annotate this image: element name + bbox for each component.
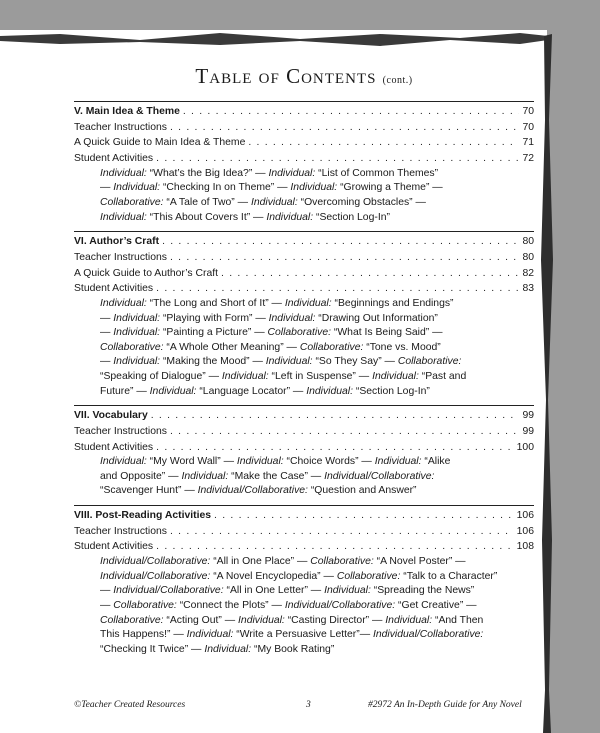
dot-leader — [170, 250, 519, 266]
activity-text: — — [100, 182, 114, 194]
dot-leader — [170, 120, 519, 136]
toc-entry-row — [74, 539, 534, 555]
activity-type: Individual: — [238, 614, 285, 626]
activity-text: “Talk to a Character” — [400, 570, 498, 582]
section-heading: VII. Vocabulary — [74, 410, 148, 422]
toc-section — [74, 505, 534, 657]
activity-type: Individual: — [186, 629, 234, 641]
entry-label: A Quick Guide to Main Idea & Theme — [74, 137, 246, 149]
activity-type: Individual: — [113, 356, 161, 368]
toc-entry-row — [74, 524, 534, 540]
activity-text: “Casting Director” — — [284, 614, 386, 626]
activity-text: and Opposite” — — [100, 470, 182, 482]
sections-container — [74, 101, 534, 657]
activity-text: “Left in Suspense” — — [268, 370, 373, 382]
entry-label: Teacher Instructions — [74, 251, 167, 263]
activity-text: “Make the Case” — — [228, 470, 325, 482]
page-number: 99 — [522, 410, 534, 422]
activity-text: — — [100, 312, 114, 324]
activity-text: “Write a Persuasive Letter”— — [233, 629, 373, 641]
entry-label: A Quick Guide to Author’s Craft — [74, 267, 219, 279]
activity-type: Individual: — [265, 356, 313, 368]
title-cont: (cont.) — [382, 75, 413, 86]
activity-text: “My Word Wall” — — [146, 456, 237, 468]
activity-type: Individual: — [266, 211, 314, 223]
toc-entry-row — [74, 424, 534, 440]
toc-section — [74, 231, 534, 399]
dot-leader — [156, 539, 514, 555]
activity-type: Collaborative: — [113, 599, 177, 611]
page-number: 80 — [522, 236, 534, 248]
dot-leader — [156, 440, 514, 456]
section-heading-row — [74, 104, 534, 120]
page-number: 82 — [522, 267, 534, 279]
activity-text: “So They Say” — — [312, 356, 398, 368]
section-heading: V. Main Idea & Theme — [74, 106, 180, 117]
entry-label: Teacher Instructions — [74, 525, 167, 537]
page-number: 70 — [522, 106, 534, 117]
activity-text: “Painting a Picture” — — [160, 327, 268, 339]
activity-type: Individual: — [374, 456, 422, 468]
activity-type: Individual: — [100, 298, 147, 309]
dot-leader — [170, 524, 514, 540]
entry-label: Teacher Instructions — [74, 425, 167, 437]
activity-type: Collaborative: — [397, 356, 462, 368]
activity-text: “Get Creative” — — [395, 599, 477, 611]
page-number: 80 — [522, 251, 534, 263]
toc-section — [74, 405, 534, 499]
activity-text: “And Then — [432, 614, 484, 626]
page-number: 100 — [516, 441, 534, 453]
activity-type: Individual: — [324, 585, 371, 597]
activity-text: — — [100, 327, 114, 339]
activity-text: “Section Log-In” — [353, 385, 430, 397]
activity-type: Collaborative: — [267, 327, 332, 339]
activity-type: Individual: — [113, 312, 161, 324]
activity-text: “A Tale of Two” — — [163, 197, 251, 208]
activity-type: Individual: — [204, 643, 252, 655]
activity-text: “Checking It Twice” — — [100, 643, 205, 655]
table-of-contents — [74, 64, 534, 663]
activity-text: “My Book Rating” — [251, 643, 335, 655]
page-number: 72 — [522, 153, 534, 165]
entry-label: Student Activities — [74, 441, 154, 453]
page-title — [74, 64, 534, 89]
activity-text: “Tone vs. Mood” — [363, 341, 441, 353]
entry-label: Teacher Instructions — [74, 121, 167, 133]
toc-section — [74, 101, 534, 225]
toc-entry-row — [74, 266, 534, 282]
activity-type: Individual: — [236, 456, 284, 468]
entry-label: Student Activities — [74, 541, 154, 553]
toc-entry-row — [74, 120, 534, 136]
activity-text: “A Novel Poster” — — [373, 556, 466, 568]
activity-type: Individual: — [113, 327, 161, 339]
activity-list — [74, 167, 534, 225]
activity-text: “Checking In on Theme” — — [160, 182, 291, 194]
activity-type: Individual/Collaborative: — [372, 629, 484, 641]
activity-text: “Making the Mood” — — [160, 356, 266, 368]
toc-entry-row — [74, 151, 534, 167]
activity-text: “List of Common Themes” — [315, 167, 439, 179]
activity-type: Individual/Collaborative: — [100, 556, 211, 568]
section-heading-row — [74, 408, 534, 424]
activity-text: “Beginnings and Endings” — [331, 298, 454, 309]
activity-text: “Past and — [418, 370, 467, 382]
toc-entry-row — [74, 250, 534, 266]
activity-type: Individual: — [372, 370, 419, 382]
activity-text: “Spreading the News” — [370, 585, 475, 597]
activity-type: Individual/Collaborative: — [324, 470, 435, 482]
activity-text: “Alike — [421, 456, 451, 468]
activity-text: “Language Locator” — — [196, 385, 307, 397]
dot-leader — [162, 234, 519, 250]
dot-leader — [156, 151, 519, 167]
activity-text: “All in One Place” — — [210, 556, 311, 568]
page-number: 108 — [516, 541, 534, 553]
activity-type: Individual/Collaborative: — [113, 585, 224, 597]
activity-type: Collaborative: — [100, 614, 164, 626]
activity-type: Individual: — [221, 370, 269, 382]
activity-type: Collaborative: — [310, 556, 374, 568]
activity-text: “Drawing Out Information” — [315, 312, 438, 324]
title-text: Table of Contents — [195, 64, 377, 88]
activity-text: “Scavenger Hunt” — — [100, 485, 198, 497]
entry-label: Student Activities — [74, 153, 154, 165]
activity-list — [74, 297, 534, 399]
dot-leader — [248, 135, 519, 151]
activity-text: “A Novel Encyclopedia” — — [210, 570, 337, 582]
activity-text: Future” — — [100, 385, 150, 397]
activity-list — [74, 555, 534, 657]
activity-text: “A Whole Other Meaning” — — [163, 341, 300, 353]
page-number: 70 — [522, 121, 534, 133]
page-number: 71 — [522, 137, 534, 149]
activity-text: “Acting Out” — — [163, 614, 239, 626]
activity-type: Collaborative: — [336, 570, 401, 582]
page-number: 106 — [516, 510, 534, 522]
activity-text: “Question and Answer” — [307, 485, 417, 497]
activity-type: Individual: — [385, 614, 433, 626]
activity-text: “What Is Being Said” — — [331, 327, 443, 339]
activity-text: “Speaking of Dialogue” — — [100, 370, 222, 382]
activity-type: Individual/Collaborative: — [284, 599, 396, 611]
activity-text: “The Long and Short of It” — — [146, 298, 285, 309]
toc-entry-row — [74, 135, 534, 151]
section-heading-row — [74, 234, 534, 250]
dot-leader — [170, 424, 519, 440]
activity-type: Individual: — [284, 298, 332, 309]
activity-type: Individual: — [100, 456, 147, 468]
activity-text: “Overcoming Obstacles” — — [297, 197, 426, 208]
dot-leader — [156, 281, 519, 297]
activity-type: Individual: — [250, 197, 298, 208]
activity-text: — — [100, 599, 114, 611]
activity-type: Individual: — [100, 211, 147, 223]
activity-type: Individual: — [268, 312, 316, 324]
activity-text: “Connect the Plots” — — [176, 599, 285, 611]
dot-leader — [151, 408, 520, 424]
activity-text: “Growing a Theme” — — [337, 182, 443, 194]
activity-text: “All in One Letter” — — [223, 585, 325, 597]
dot-leader — [214, 508, 514, 524]
dot-leader — [183, 104, 520, 120]
activity-text: This Happens!” — — [100, 629, 187, 641]
activity-type: Individual: — [306, 385, 353, 397]
toc-entry-row — [74, 440, 534, 456]
activity-type: Individual: — [113, 182, 161, 194]
activity-type: Individual: — [100, 167, 147, 179]
dot-leader — [221, 266, 519, 282]
activity-text: “Playing with Form” — — [160, 312, 269, 324]
activity-type: Individual: — [149, 385, 197, 397]
activity-text: “Choice Words” — — [283, 456, 375, 468]
toc-entry-row — [74, 281, 534, 297]
section-heading: VI. Author’s Craft — [74, 236, 160, 248]
activity-text: — — [100, 356, 114, 368]
activity-type: Collaborative: — [299, 341, 364, 353]
activity-type: Collaborative: — [100, 341, 164, 353]
footer-page-number: 3 — [306, 700, 311, 710]
footer-book-title: #2972 An In-Depth Guide for Any Novel — [368, 700, 522, 710]
activity-type: Individual: — [268, 167, 316, 179]
activity-type: Individual: — [181, 470, 229, 482]
section-heading: VIII. Post-Reading Activities — [74, 510, 212, 522]
page-number: 83 — [522, 283, 534, 295]
activity-list — [74, 455, 534, 499]
activity-text: “What’s the Big Idea?” — — [146, 167, 269, 179]
section-heading-row — [74, 508, 534, 524]
activity-type: Individual: — [290, 182, 338, 194]
page-number: 106 — [516, 525, 534, 537]
activity-text: — — [100, 585, 114, 597]
activity-type: Individual/Collaborative: — [197, 485, 308, 497]
entry-label: Student Activities — [74, 283, 154, 295]
activity-text: “This About Covers It” — — [146, 211, 267, 223]
footer-publisher: ©Teacher Created Resources — [74, 700, 186, 710]
activity-type: Individual/Collaborative: — [100, 570, 211, 582]
activity-text: “Section Log-In” — [313, 211, 390, 223]
page-number: 99 — [522, 425, 534, 437]
activity-type: Collaborative: — [100, 197, 164, 208]
